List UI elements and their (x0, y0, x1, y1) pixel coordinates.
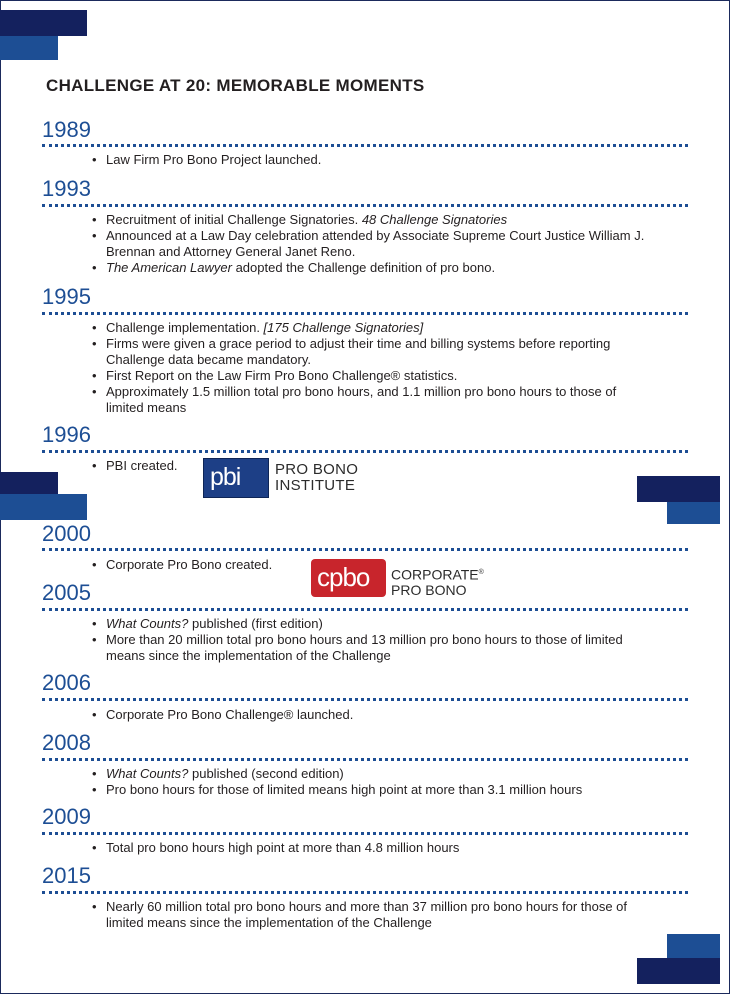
dotted-rule (42, 144, 688, 147)
item-list (92, 766, 672, 798)
decor-block-top-left-dark (0, 10, 87, 36)
item-list (92, 899, 662, 931)
dotted-rule (42, 608, 688, 611)
list-item: • The American Lawyer adopted the Challenge definition of pro bono. (92, 260, 682, 276)
dotted-rule (42, 548, 688, 551)
list-item: • First Report on the Law Firm Pro Bono Challenge® statistics. (92, 368, 652, 384)
page-title: CHALLENGE AT 20: MEMORABLE MOMENTS (46, 76, 425, 95)
item-list (92, 458, 178, 474)
decor-block-mid-left-dark (0, 472, 58, 494)
list-item: • More than 20 million total pro bono hours and 13 million pro bono hours to those of limited means since the implementation of the Challenge (92, 632, 662, 664)
year-heading: 2005 (42, 580, 91, 605)
dotted-rule (42, 758, 688, 761)
item-list (92, 707, 353, 723)
decor-block-mid-right-dark (637, 476, 720, 502)
year-heading: 2008 (42, 730, 91, 755)
list-item: • Pro bono hours for those of limited means high point at more than 3.1 million hours (92, 782, 672, 798)
dotted-rule (42, 832, 688, 835)
decor-block-bottom-right-dark (637, 958, 720, 984)
list-item: • Nearly 60 million total pro bono hours and more than 37 million pro bono hours for those of limited means since the implementation of the Challenge (92, 899, 662, 931)
list-item: • Recruitment of initial Challenge Signatories. 48 Challenge Signatories (92, 212, 682, 228)
dotted-rule (42, 204, 688, 207)
list-item: • Firms were given a grace period to adjust their time and billing systems before reporting Challenge data became mandatory. (92, 336, 652, 368)
item-list (92, 152, 321, 168)
year-heading: 1993 (42, 176, 91, 201)
cpbo-logo-mark: cpbo (311, 559, 386, 597)
list-item: • Challenge implementation. [175 Challenge Signatories] (92, 320, 652, 336)
cpbo-logo-wordmark: CORPORATE® PRO BONO (391, 566, 484, 598)
dotted-rule (42, 891, 688, 894)
list-item: • Law Firm Pro Bono Project launched. (92, 152, 321, 168)
dotted-rule (42, 450, 688, 453)
year-heading: 2015 (42, 863, 91, 888)
decor-block-bottom-right-blue (667, 934, 720, 958)
item-list (92, 616, 662, 664)
list-item: • PBI created. (92, 458, 178, 474)
year-heading: 1989 (42, 117, 91, 142)
item-list (92, 557, 272, 573)
item-list (92, 840, 459, 856)
pbi-logo-wordmark: PRO BONO INSTITUTE (275, 461, 359, 494)
list-item: • What Counts? published (first edition) (92, 616, 662, 632)
list-item: • Corporate Pro Bono Challenge® launched. (92, 707, 353, 723)
dotted-rule (42, 698, 688, 701)
year-heading: 1996 (42, 422, 91, 447)
decor-block-mid-left-blue (0, 494, 87, 520)
decor-block-top-left-blue (0, 36, 58, 60)
year-heading: 2009 (42, 804, 91, 829)
dotted-rule (42, 312, 688, 315)
list-item: • Approximately 1.5 million total pro bono hours, and 1.1 million pro bono hours to those of limited means (92, 384, 652, 416)
pbi-logo-mark: pbi (203, 458, 269, 498)
list-item: • Total pro bono hours high point at more than 4.8 million hours (92, 840, 459, 856)
item-list (92, 212, 682, 276)
item-list (92, 320, 652, 416)
year-heading: 2006 (42, 670, 91, 695)
year-heading: 1995 (42, 284, 91, 309)
list-item: • Announced at a Law Day celebration attended by Associate Supreme Court Justice William J. Brennan and Attorney General Janet Reno. (92, 228, 682, 260)
decor-block-mid-right-blue (667, 502, 720, 524)
list-item: • Corporate Pro Bono created. (92, 557, 272, 573)
year-heading: 2000 (42, 521, 91, 546)
list-item: • What Counts? published (second edition) (92, 766, 672, 782)
